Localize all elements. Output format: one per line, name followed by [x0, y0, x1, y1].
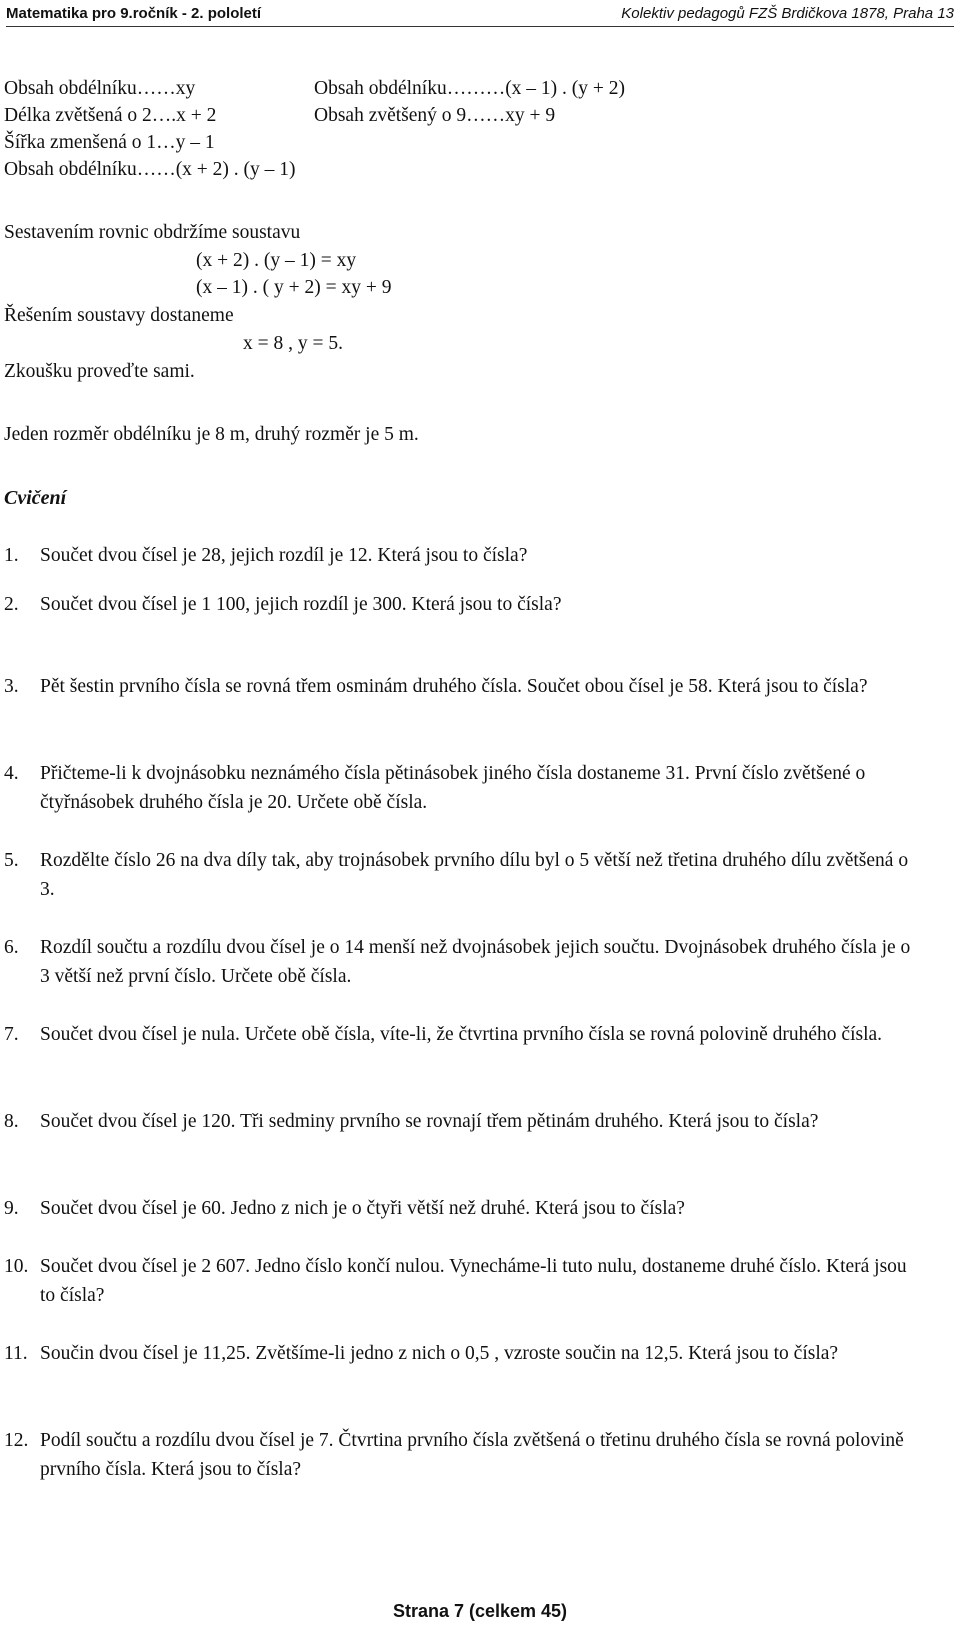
exercise-6: [4, 933, 924, 991]
exercise-text: Podíl součtu a rozdílu dvou čísel je 7. Čtvrtina prvního čísla zvětšená o třetinu druhého čísla se rovná polovině prvního čísla. Která jsou to čísla?: [40, 1430, 904, 1480]
exercise-3: [4, 672, 924, 701]
equation-1: (x + 2) . (y – 1) = xy: [196, 250, 357, 271]
exercise-number: 4.: [4, 763, 19, 784]
exercise-11: [4, 1339, 924, 1368]
exercise-9: [4, 1194, 924, 1223]
exercise-number: 6.: [4, 937, 19, 958]
given-row-3: Šířka zmenšená o 1…y – 1: [4, 132, 215, 153]
equation-2: (x – 1) . ( y + 2) = xy + 9: [196, 277, 392, 298]
exercise-4: [4, 759, 924, 817]
exercise-8: [4, 1107, 924, 1136]
solution-solve-text: Řešením soustavy dostaneme: [4, 305, 234, 326]
exercise-1: [4, 541, 924, 570]
exercise-number: 7.: [4, 1024, 19, 1045]
exercise-7: [4, 1020, 924, 1049]
exercise-number: 5.: [4, 850, 19, 871]
exercise-text: Součet dvou čísel je 60. Jedno z nich je o čtyři větší než druhé. Která jsou to čísla?: [40, 1198, 685, 1219]
given-row-2: [4, 104, 556, 128]
given-row-1: [4, 77, 626, 101]
exercise-text: Součin dvou čísel je 11,25. Zvětšíme-li jedno z nich o 0,5 , vzroste součin na 12,5. Která jsou to čísla?: [40, 1343, 839, 1364]
exercise-number: 2.: [4, 594, 19, 615]
header-course-title: Matematika pro 9.ročník - 2. pololetí: [6, 5, 262, 22]
exercise-5: [4, 846, 924, 904]
exercise-text: Rozdíl součtu a rozdílu dvou čísel je o 14 menší než dvojnásobek jejich součtu. Dvojnásobek druhého čísla je o 3 větší než první číslo. Určete obě čísla.: [40, 937, 911, 987]
exercise-number: 11.: [4, 1343, 28, 1364]
exercise-10: [4, 1252, 924, 1310]
exercise-text: Součet dvou čísel je 28, jejich rozdíl je 12. Která jsou to čísla?: [40, 545, 528, 566]
given-area-text: Obsah obdélníku……xy: [4, 78, 196, 99]
solution-result: x = 8 , y = 5.: [243, 333, 343, 354]
exercise-text: Součet dvou čísel je 2 607. Jedno číslo končí nulou. Vynecháme-li tuto nulu, dostaneme druhé číslo. Která jsou to čísla?: [40, 1256, 907, 1306]
given-new-area-text: Obsah obdélníku………(x – 1) . (y + 2): [314, 78, 626, 99]
solution-intro: Sestavením rovnic obdržíme soustavu: [4, 222, 301, 243]
given-row-4: Obsah obdélníku……(x + 2) . (y – 1): [4, 159, 296, 180]
exercise-number: 1.: [4, 545, 19, 566]
exercise-number: 10.: [4, 1256, 29, 1277]
exercise-number: 12.: [4, 1430, 29, 1451]
exercise-text: Přičteme-li k dvojnásobku neznámého čísla pětinásobek jiného čísla dostaneme 31. První číslo zvětšené o čtyřnásobek druhého čísla je 20. Určete obě čísla.: [40, 763, 866, 813]
header-authors: Kolektiv pedagogů FZŠ Brdičkova 1878, Praha 13: [621, 5, 954, 22]
given-length-text: Délka zvětšená o 2….x + 2: [4, 105, 217, 126]
exercise-text: Součet dvou čísel je 1 100, jejich rozdíl je 300. Která jsou to čísla?: [40, 594, 562, 615]
exercise-number: 9.: [4, 1198, 19, 1219]
exercise-text: Součet dvou čísel je 120. Tři sedminy prvního se rovnají třem pětinám druhého. Která jsou to čísla?: [40, 1111, 819, 1132]
exercise-number: 8.: [4, 1111, 19, 1132]
exercise-text: Pět šestin prvního čísla se rovná třem osminám druhého čísla. Součet obou čísel je 58. Která jsou to čísla?: [40, 676, 868, 697]
solution-check: Zkoušku proveďte sami.: [4, 361, 195, 382]
section-title: Cvičení: [4, 487, 67, 509]
exercise-text: Rozdělte číslo 26 na dva díly tak, aby trojnásobek prvního dílu byl o 5 větší než třetina druhého dílu zvětšená o 3.: [40, 850, 909, 900]
exercise-2: [4, 590, 924, 619]
exercise-12: [4, 1426, 924, 1484]
page-number: Strana 7 (celkem 45): [392, 1601, 568, 1621]
solution-answer: Jeden rozměr obdélníku je 8 m, druhý rozměr je 5 m.: [4, 424, 419, 445]
exercise-number: 3.: [4, 676, 19, 697]
page-header: [6, 4, 954, 27]
given-area-increase-text: Obsah zvětšený o 9……xy + 9: [314, 105, 556, 126]
exercise-text: Součet dvou čísel je nula. Určete obě čísla, víte-li, že čtvrtina prvního čísla se rovná polovině druhého čísla.: [40, 1024, 883, 1045]
